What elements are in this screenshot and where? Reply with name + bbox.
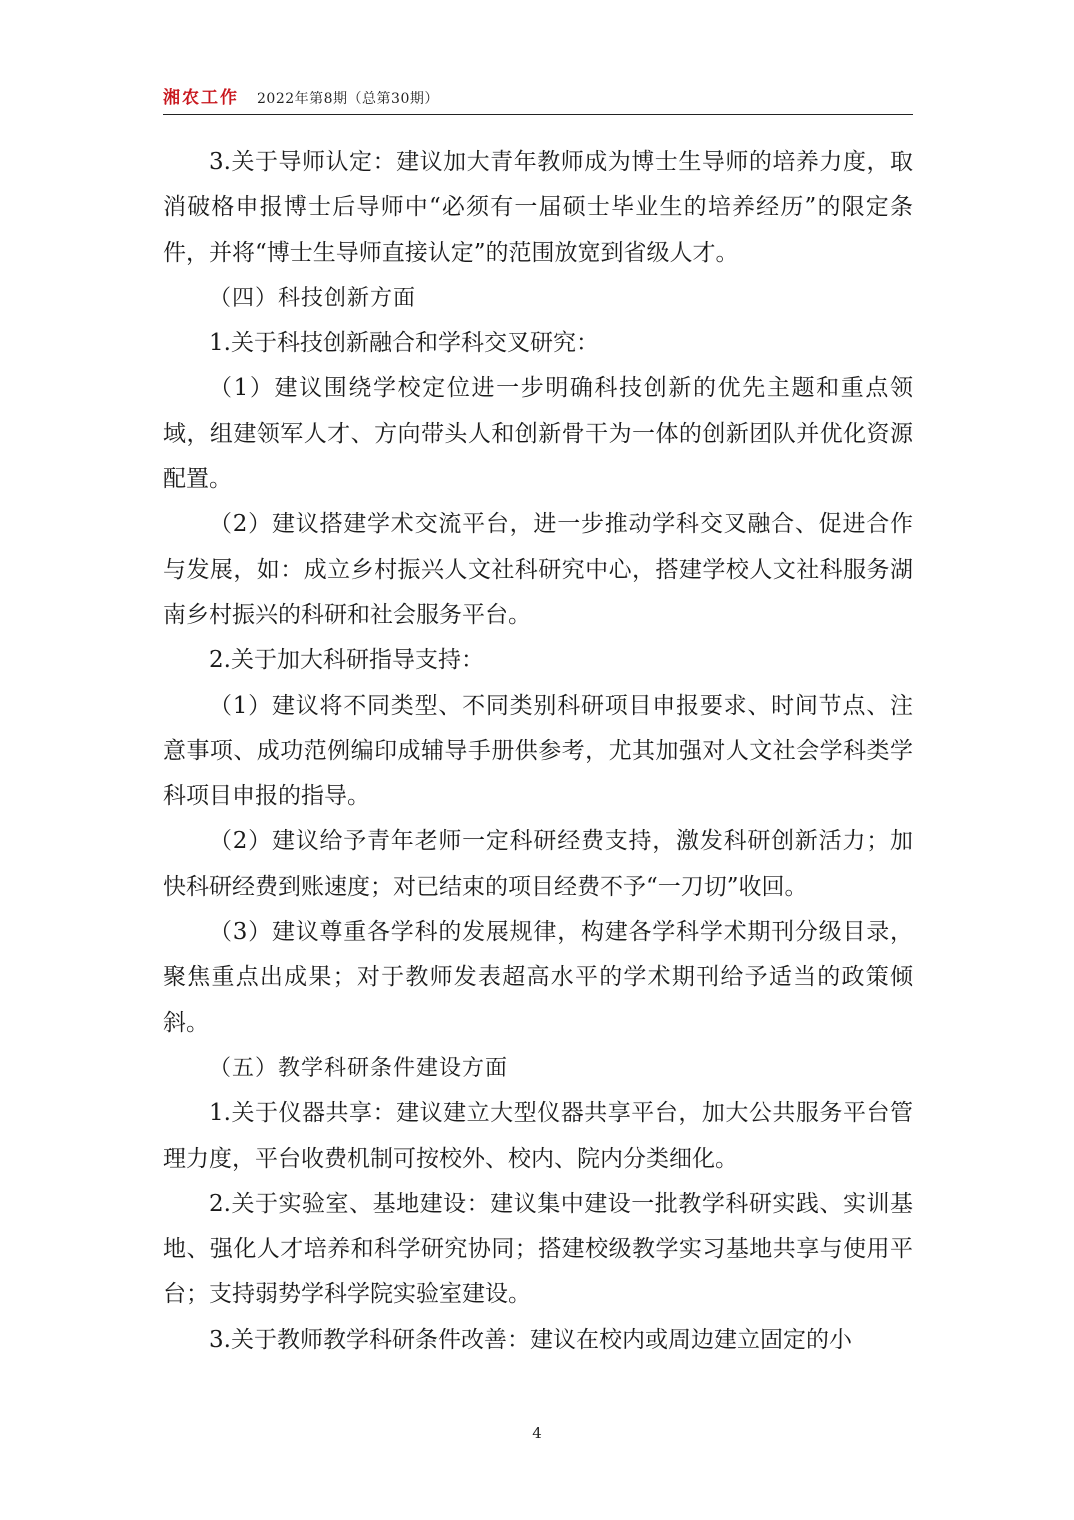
paragraph: 1.关于科技创新融合和学科交叉研究：: [209, 330, 599, 357]
paragraph: （2）建议搭建学术交流平台，进一步推动学科交叉融合、促进合作与发展，如：成立乡村振兴人文社科研究中心，搭建学校人文社科服务湖南乡村振兴的科研和社会服务平台。: [163, 511, 913, 628]
paragraph: 2.关于实验室、基地建设：建议集中建设一批教学科研实践、实训基地、强化人才培养和科学研究协同；搭建校级教学实习基地共享与使用平台；支持弱势学科学院实验室建设。: [163, 1190, 913, 1308]
document-body: [163, 140, 913, 1363]
paragraph: 3.关于导师认定：建议加大青年教师成为博士生导师的培养力度，取消破格申报博士后导师中“必须有一届硕士毕业生的培养经历”的限定条件，并将“博士生导师直接认定”的范围放宽到省级人才。: [163, 149, 913, 266]
paragraph: 1.关于仪器共享：建议建立大型仪器共享平台，加大公共服务平台管理力度，平台收费机制可按校外、校内、院内分类细化。: [163, 1100, 913, 1172]
section-heading: （四）科技创新方面: [209, 285, 417, 311]
paragraph: 3.关于教师教学科研条件改善：建议在校内或周边建立固定的小: [209, 1326, 852, 1353]
paragraph: （3）建议尊重各学科的发展规律，构建各学科学术期刊分级目录，聚焦重点出成果；对于教师发表超高水平的学术期刊给予适当的政策倾斜。: [163, 919, 913, 1036]
paragraph: （1）建议围绕学校定位进一步明确科技创新的优先主题和重点领域，组建领军人才、方向带头人和创新骨干为一体的创新团队并优化资源配置。: [163, 375, 913, 493]
paragraph: （1）建议将不同类型、不同类别科研项目申报要求、时间节点、注意事项、成功范例编印成辅导手册供参考，尤其加强对人文社会学科类学科项目申报的指导。: [163, 692, 913, 810]
page-number: 4: [532, 1424, 542, 1442]
section-heading: （五）教学科研条件建设方面: [209, 1055, 509, 1081]
issue-info: 2022年第8期（总第30期）: [257, 91, 439, 107]
running-header: [163, 86, 913, 115]
journal-title: 湘农工作: [163, 88, 239, 108]
paragraph: 2.关于加大科研指导支持：: [209, 647, 484, 674]
paragraph: （2）建议给予青年老师一定科研经费支持，激发科研创新活力；加快科研经费到账速度；对已结束的项目经费不予“一刀切”收回。: [163, 828, 913, 900]
